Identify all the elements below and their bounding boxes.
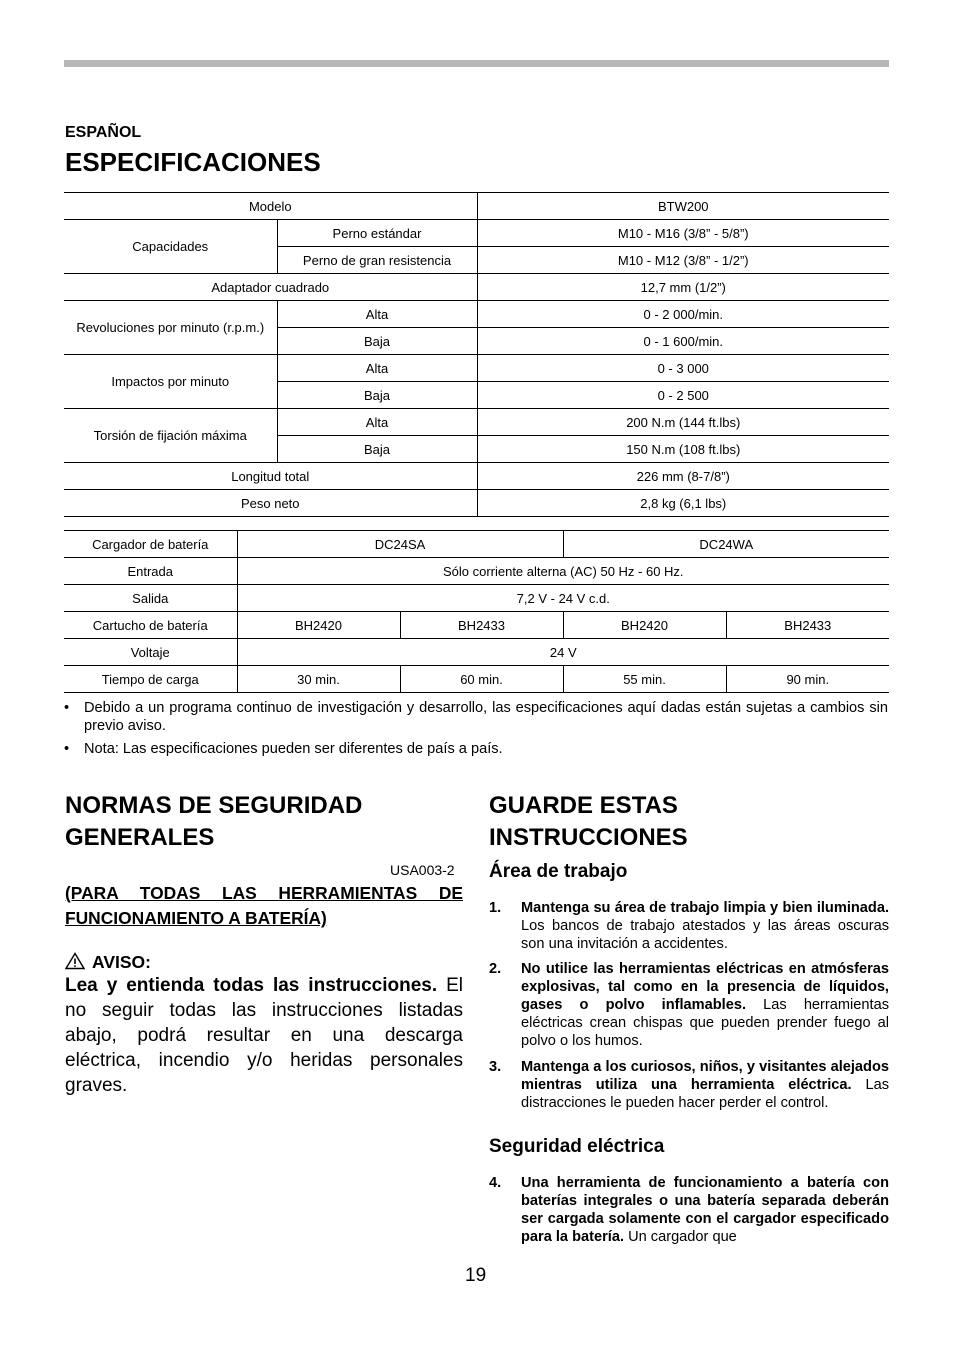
document-code: USA003-2 bbox=[390, 862, 455, 878]
battery-tools-subtitle: (PARA TODAS LAS HERRAMIENTAS DE FUNCIONAMIENTO A BATERÍA) bbox=[65, 883, 463, 928]
top-rule bbox=[64, 60, 889, 67]
table-cell: Perno estándar bbox=[277, 220, 477, 247]
page-title: ESPECIFICACIONES bbox=[65, 147, 321, 177]
table-cell: Alta bbox=[277, 409, 477, 436]
list-item: 1. Mantenga su área de trabajo limpia y bien iluminada. Los bancos de trabajo atestados y las áreas oscuras son una invitación a accidentes. bbox=[489, 900, 889, 952]
table-cell: DC24SA bbox=[237, 531, 563, 558]
table-cell: BH2420 bbox=[563, 612, 726, 639]
table-row bbox=[64, 531, 889, 558]
table-row bbox=[64, 274, 889, 301]
table-row bbox=[64, 301, 889, 328]
table-cell: 0 - 2 500 bbox=[477, 382, 889, 409]
bullet-icon: • bbox=[64, 700, 70, 716]
table-row bbox=[64, 585, 889, 612]
table-cell: 150 N.m (108 ft.lbs) bbox=[477, 436, 889, 463]
table-row bbox=[64, 558, 889, 585]
note-item bbox=[64, 699, 888, 735]
table-cell: 7,2 V - 24 V c.d. bbox=[237, 585, 889, 612]
table-cell: 0 - 3 000 bbox=[477, 355, 889, 382]
list-item: 2. No utilice las herramientas eléctricas en atmósferas explosivas, tal como en la presencia de líquidos, gases o polvo inflamables. Las herramientas eléctricas crean chispas que pueden prender fuego al polvo o los humos. bbox=[489, 961, 889, 1049]
page-number: 19 bbox=[465, 1265, 487, 1286]
table-row bbox=[64, 193, 889, 220]
note-text: Nota: Las especificaciones pueden ser diferentes de país a país. bbox=[84, 741, 503, 757]
table-cell: 2,8 kg (6,1 lbs) bbox=[477, 490, 889, 517]
table-cell: Alta bbox=[277, 355, 477, 382]
table-cell: Cartucho de batería bbox=[64, 612, 237, 639]
table-cell: Perno de gran resistencia bbox=[277, 247, 477, 274]
warning-triangle-icon bbox=[65, 952, 85, 970]
save-instructions-heading: GUARDE ESTAS INSTRUCCIONES bbox=[489, 792, 688, 851]
table-cell: 24 V bbox=[237, 639, 889, 666]
electrical-safety-heading: Seguridad eléctrica bbox=[489, 1136, 665, 1157]
table-row bbox=[64, 220, 889, 247]
table-cell: 226 mm (8-7/8”) bbox=[477, 463, 889, 490]
list-item: 3. Mantenga a los curiosos, niños, y visitantes alejados mientras utiliza una herramienta eléctrica. Las distracciones le pueden hacer perder el control. bbox=[489, 1059, 889, 1111]
table-cell: Baja bbox=[277, 436, 477, 463]
table-row bbox=[64, 612, 889, 639]
charger-table bbox=[64, 530, 889, 693]
table-cell: 0 - 2 000/min. bbox=[477, 301, 889, 328]
table-cell: Impactos por minuto bbox=[64, 355, 277, 409]
work-area-heading: Área de trabajo bbox=[489, 861, 628, 882]
table-cell: Longitud total bbox=[64, 463, 477, 490]
table-cell: 60 min. bbox=[400, 666, 563, 693]
table-cell: Modelo bbox=[64, 193, 477, 220]
note-item bbox=[64, 740, 888, 758]
table-cell: 30 min. bbox=[237, 666, 400, 693]
table-cell: 90 min. bbox=[726, 666, 889, 693]
table-cell: Voltaje bbox=[64, 639, 237, 666]
table-row bbox=[64, 409, 889, 436]
table-cell: Peso neto bbox=[64, 490, 477, 517]
table-row bbox=[64, 666, 889, 693]
table-cell: Cargador de batería bbox=[64, 531, 237, 558]
table-cell: Salida bbox=[64, 585, 237, 612]
warning-paragraph: Lea y entienda todas las instrucciones. El no seguir todas las instrucciones listadas abajo, podrá resultar en una descarga eléctrica, incendio y/o heridas personales graves. bbox=[65, 975, 463, 1096]
table-cell: Revoluciones por minuto (r.p.m.) bbox=[64, 301, 277, 355]
table-cell: Tiempo de carga bbox=[64, 666, 237, 693]
table-row bbox=[64, 639, 889, 666]
table-row bbox=[64, 355, 889, 382]
note-text: Debido a un programa continuo de investigación y desarrollo, las especificaciones aquí dadas están sujetas a cambios sin previo aviso. bbox=[84, 700, 888, 734]
table-cell: Baja bbox=[277, 328, 477, 355]
table-cell: 12,7 mm (1/2”) bbox=[477, 274, 889, 301]
table-cell: Sólo corriente alterna (AC) 50 Hz - 60 Hz. bbox=[237, 558, 889, 585]
language-label: ESPAÑOL bbox=[65, 124, 142, 141]
list-item: 4. Una herramienta de funcionamiento a batería con baterías integrales o una batería separada deberán ser cargada solamente con el cargador especificado para la batería. Un cargador que bbox=[489, 1175, 889, 1245]
table-cell: Adaptador cuadrado bbox=[64, 274, 477, 301]
safety-heading: NORMAS DE SEGURIDAD GENERALES bbox=[65, 792, 363, 851]
table-cell: BH2433 bbox=[400, 612, 563, 639]
table-cell: BH2420 bbox=[237, 612, 400, 639]
table-cell: Alta bbox=[277, 301, 477, 328]
bullet-icon: • bbox=[64, 741, 70, 757]
table-cell: BTW200 bbox=[477, 193, 889, 220]
table-cell: M10 - M16 (3/8” - 5/8”) bbox=[477, 220, 889, 247]
table-cell: 55 min. bbox=[563, 666, 726, 693]
table-cell: Torsión de fijación máxima bbox=[64, 409, 277, 463]
warning-heading: AVISO: bbox=[65, 952, 151, 973]
table-row bbox=[64, 463, 889, 490]
table-row bbox=[64, 490, 889, 517]
table-cell: Entrada bbox=[64, 558, 237, 585]
table-cell: 0 - 1 600/min. bbox=[477, 328, 889, 355]
table-cell: M10 - M12 (3/8” - 1/2”) bbox=[477, 247, 889, 274]
table-cell: Baja bbox=[277, 382, 477, 409]
table-cell: 200 N.m (144 ft.lbs) bbox=[477, 409, 889, 436]
table-cell: Capacidades bbox=[64, 220, 277, 274]
table-cell: DC24WA bbox=[563, 531, 889, 558]
specifications-table bbox=[64, 192, 889, 517]
table-cell: BH2433 bbox=[726, 612, 889, 639]
